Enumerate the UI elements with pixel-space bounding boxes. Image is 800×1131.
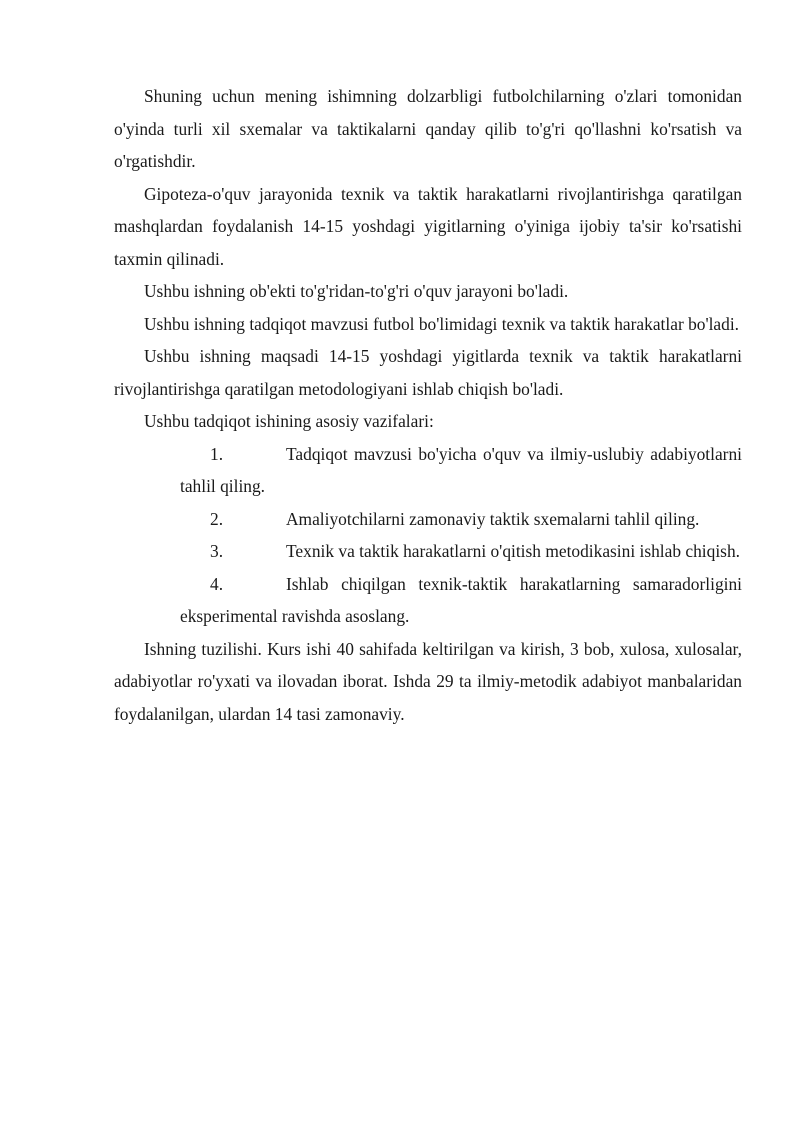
list-item-text: Texnik va taktik harakatlarni o'qitish metodikasini ishlab chiqish.	[286, 541, 740, 561]
document-body	[114, 80, 742, 730]
list-item	[114, 438, 742, 503]
list-item-text: Ishlab chiqilgan texnik-taktik harakatlarning samaradorligini eksperimental ravishda asoslang.	[180, 573, 742, 626]
paragraph-object: Ushbu ishning ob'ekti to'g'ridan-to'g'ri o'quv jarayoni bo'ladi.	[144, 281, 569, 301]
tasks-list	[114, 438, 742, 633]
list-item-text: Amaliyotchilarni zamonaviy taktik sxemalarni tahlil qiling.	[286, 508, 700, 529]
list-item	[114, 535, 742, 568]
list-item-number: 1.	[210, 443, 224, 464]
paragraph-goal: Ushbu ishning maqsadi 14-15 yoshdagi yigitlarda texnik va taktik harakatlarni rivojlantirishga qaratilgan metodologiyani ishlab chiqish bo'ladi.	[114, 346, 742, 399]
list-item-text: Tadqiqot mavzusi bo'yicha o'quv va ilmiy-uslubiy adabiyotlarni tahlil qiling.	[180, 443, 742, 496]
paragraph-subject: Ushbu ishning tadqiqot mavzusi futbol bo'limidagi texnik va taktik harakatlar bo'ladi.	[144, 313, 740, 334]
list-item	[114, 503, 742, 536]
paragraph-structure: Ishning tuzilishi. Kurs ishi 40 sahifada keltirilgan va kirish, 3 bob, xulosa, xulosalar, adabiyotlar ro'yxati va ilovadan iborat. Ishda 29 ta ilmiy-metodik adabiyot manbalaridan foydalanilgan, ulardan 14 tasi zamonaviy.	[114, 638, 742, 724]
paragraph-tasks-intro: Ushbu tadqiqot ishining asosiy vazifalari:	[144, 411, 434, 431]
list-item	[114, 568, 742, 633]
paragraph-hypothesis: Gipoteza-o'quv jarayonida texnik va taktik harakatlarni rivojlantirishga qaratilgan mashqlardan foydalanish 14-15 yoshdagi yigitlarning o'yiniga ijobiy ta'sir ko'rsatishi taxmin qilinadi.	[114, 183, 742, 269]
list-item-number: 3.	[210, 541, 224, 561]
paragraph-relevance: Shuning uchun mening ishimning dolzarbligi futbolchilarning o'zlari tomonidan o'yinda turli xil sxemalar va taktikalarni qanday qilib to'g'ri qo'llashni ko'rsatish va o'rgatishdir.	[114, 86, 742, 171]
list-item-number: 4.	[210, 573, 224, 594]
list-item-number: 2.	[210, 508, 224, 529]
